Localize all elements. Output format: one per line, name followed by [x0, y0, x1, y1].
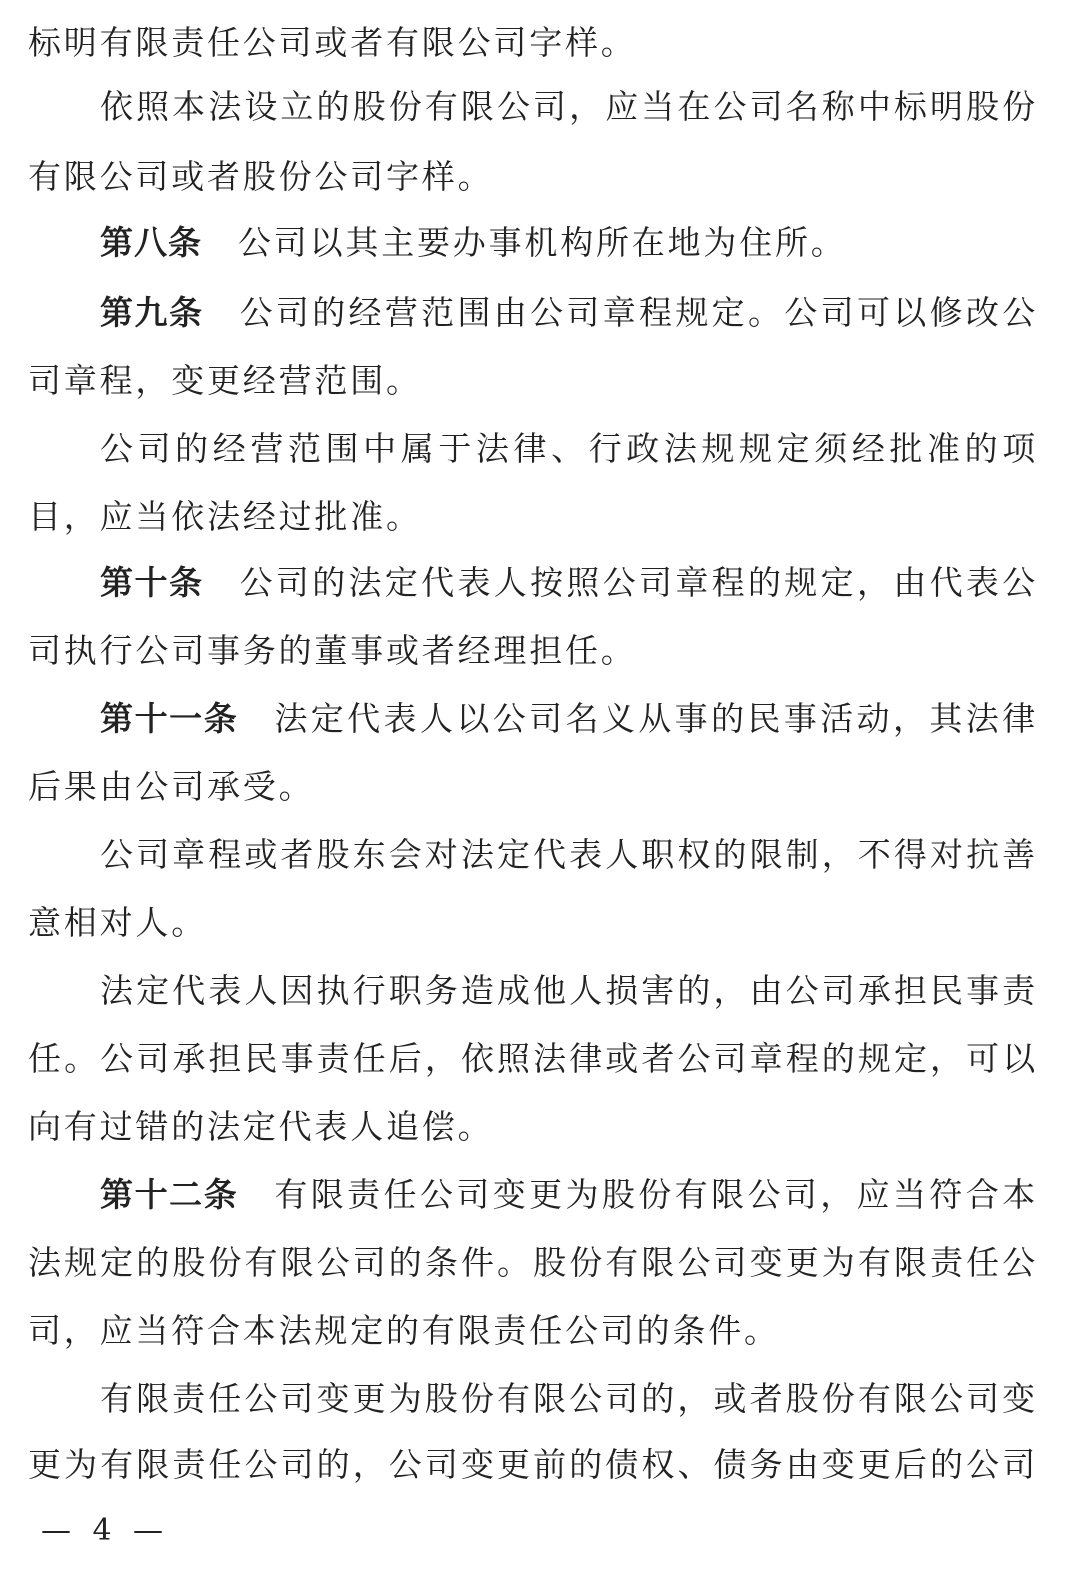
- text-line: 意相对人。: [28, 903, 207, 942]
- text-line: 后果由公司承受。: [28, 767, 315, 806]
- article-8-line: [100, 218, 1038, 268]
- article-text: 公司以其主要办事机构所在地为住所。: [238, 223, 847, 262]
- text-line: 司，应当符合本法规定的有限责任公司的条件。: [28, 1311, 780, 1350]
- article-text: 有限责任公司变更为股份有限公司，应当符合本: [274, 1175, 1038, 1214]
- text-line: 任。公司承担民事责任后，依照法律或者公司章程的规定，可以: [28, 1039, 1038, 1078]
- text-line: 依照本法设立的股份有限公司，应当在公司名称中标明股份: [100, 87, 1038, 126]
- article-11-line: [100, 694, 1038, 744]
- article-12-line: [100, 1170, 1038, 1220]
- footer-dash-left: —: [41, 1513, 71, 1548]
- footer-dash-right: —: [133, 1513, 163, 1548]
- text-line: 目，应当依法经过批准。: [28, 497, 422, 536]
- text-line: 有限责任公司变更为股份有限公司的，或者股份有限公司变: [100, 1379, 1038, 1418]
- article-text: 法定代表人以公司名义从事的民事活动，其法律: [274, 699, 1038, 738]
- article-heading: 第十一条: [100, 699, 239, 738]
- text-line: 司章程，变更经营范围。: [28, 361, 422, 400]
- text-line: 标明有限责任公司或者有限公司字样。: [28, 23, 637, 62]
- text-line: 向有过错的法定代表人追偿。: [28, 1107, 494, 1146]
- article-heading: 第十条: [100, 563, 204, 602]
- text-line: 司执行公司事务的董事或者经理担任。: [28, 631, 637, 670]
- article-10-line: [100, 558, 1038, 608]
- text-line: 法规定的股份有限公司的条件。股份有限公司变更为有限责任公: [28, 1243, 1038, 1282]
- article-heading: 第十二条: [100, 1175, 239, 1214]
- article-text: 公司的经营范围由公司章程规定。公司可以修改公: [239, 293, 1039, 332]
- text-line: 公司章程或者股东会对法定代表人职权的限制，不得对抗善: [100, 835, 1038, 874]
- article-9-line: [100, 288, 1038, 338]
- text-line: 公司的经营范围中属于法律、行政法规规定须经批准的项: [100, 429, 1038, 468]
- text-line: 更为有限责任公司的，公司变更前的债权、债务由变更后的公司: [28, 1445, 1038, 1484]
- page-number: 4: [92, 1513, 112, 1548]
- article-text: 公司的法定代表人按照公司章程的规定，由代表公: [239, 563, 1039, 602]
- text-line: 法定代表人因执行职务造成他人损害的，由公司承担民事责: [100, 971, 1038, 1010]
- article-heading: 第九条: [100, 293, 204, 332]
- text-line: 有限公司或者股份公司字样。: [28, 157, 494, 196]
- page-footer: [36, 1506, 168, 1556]
- article-heading: 第八条: [100, 223, 202, 262]
